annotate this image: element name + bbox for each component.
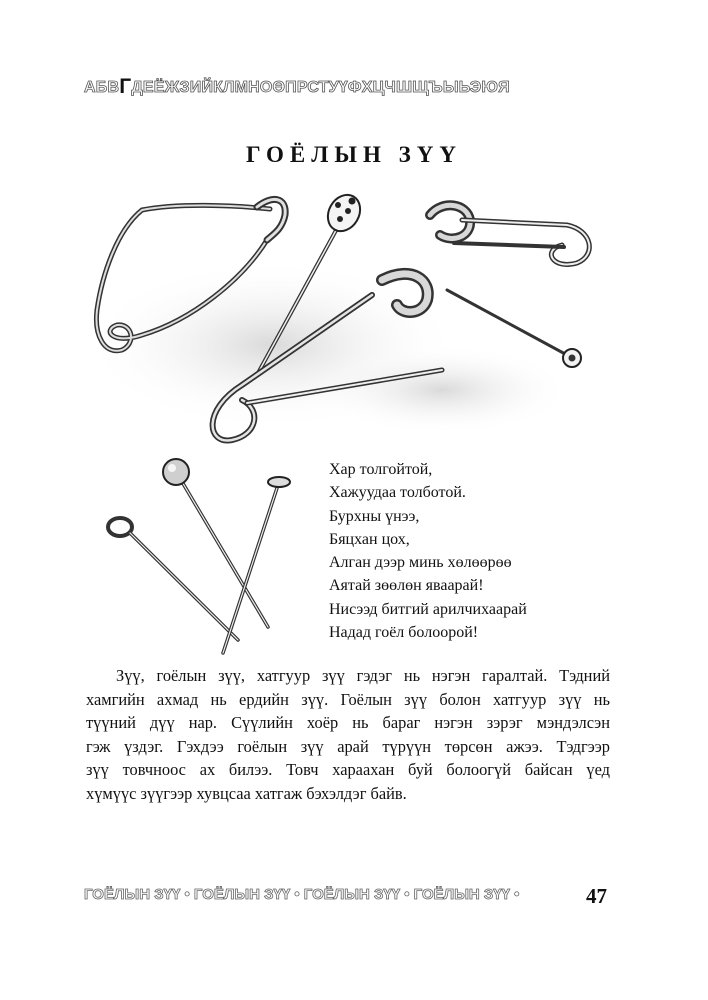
- paragraph-line: Зүү, гоёлын зүү, хатгуур зүү гэдэг нь нэгэн гаралтай. Тэдний: [116, 666, 610, 685]
- safety-pins-and-pins-illustration: [82, 185, 612, 450]
- poem-line: Хар толгойтой,: [329, 461, 433, 478]
- paragraph-line: гэж үздэг. Гэхдээ гоёлын зүү арай түрүүн төрсөн ажээ. Тэдгээр: [86, 736, 610, 756]
- poem-line: Бурхны үнээ,: [329, 507, 420, 525]
- needles-illustration: [98, 455, 308, 665]
- poem-line: Хажуудаа толботой.: [329, 484, 466, 502]
- page-title: ГОЁЛЫН ЗҮҮ: [245, 142, 462, 167]
- alphabet-current-letter: Г: [119, 75, 132, 98]
- alphabet-before: АБВ: [84, 79, 120, 96]
- page-number: 47: [586, 884, 607, 908]
- poem-line: Нисээд битгий арилчихаарай: [329, 600, 527, 618]
- paragraph-line: хамгийн ахмад нь ердийн зүү. Гоёлын зүү болон хатгуур зүү нь: [86, 689, 610, 709]
- poem: [329, 458, 527, 644]
- poem-line: Надад гоёл болоорой!: [329, 624, 479, 642]
- running-footer: ГОЁЛЫН ЗҮҮ • ГОЁЛЫН ЗҮҮ • ГОЁЛЫН ЗҮҮ • ГОЁЛЫН ЗҮҮ •: [84, 886, 520, 903]
- poem-line: Алган дээр минь хөлөөрөө: [329, 554, 512, 572]
- paragraph-line: түүний дүү нар. Сүүлийн хоёр нь бараг нэгэн зэрэг мэндэлсэн: [86, 713, 610, 733]
- poem-line: Бяцхан цох,: [329, 530, 410, 548]
- alphabet-header: [84, 74, 624, 98]
- paragraph-line: хүмүүс зүүгээр хувцсаа хатгаж бэхэлдэг байв.: [86, 783, 407, 803]
- paragraph-line: зүү товчноос ах билээ. Товч хараахан буй болоогүй байсан үед: [86, 760, 610, 780]
- body-paragraph: [86, 664, 610, 806]
- alphabet-after: ДЕЁЖЗИЙКЛМНОӨПРСТУҮФХЦЧШЩЪЫЬЭЮЯ: [131, 79, 510, 96]
- poem-line: Аятай зөөлөн яваарай!: [329, 577, 484, 595]
